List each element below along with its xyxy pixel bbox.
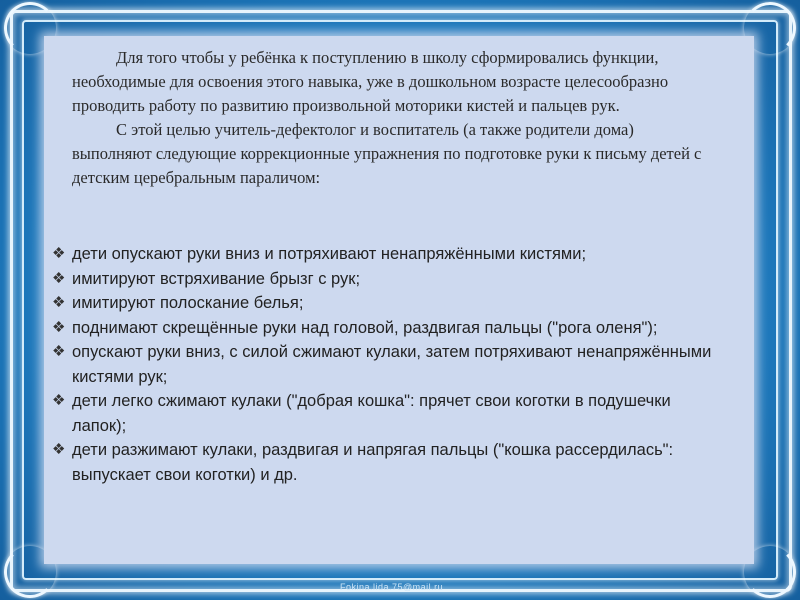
- diamond-bullet-icon: ❖: [52, 294, 66, 311]
- exercise-list: [52, 242, 718, 487]
- diamond-bullet-icon: ❖: [52, 245, 66, 262]
- list-item: [52, 389, 718, 438]
- intro-paragraph-2: С этой целью учитель-дефектолог и воспитатель (а также родители дома) выполняют следующие коррекционные упражнения по подготовке руки к письму детей с детским церебральным параличом:: [72, 120, 702, 187]
- diamond-bullet-icon: ❖: [52, 441, 66, 458]
- list-item-text: имитируют встряхивание брызг с рук;: [72, 269, 361, 288]
- diamond-bullet-icon: ❖: [52, 343, 66, 360]
- list-item-text: поднимают скрещённые руки над головой, раздвигая пальцы ("рога оленя");: [72, 318, 658, 337]
- intro-text: [72, 46, 712, 190]
- list-item-text: опускают руки вниз, с силой сжимают кулаки, затем потряхивают ненапряжёнными кистями рук;: [72, 343, 712, 386]
- list-item: [52, 291, 718, 316]
- list-item: [52, 267, 718, 292]
- list-item-text: дети легко сжимают кулаки ("добрая кошка": прячет свои коготки в подушечки лапок);: [72, 392, 671, 435]
- list-item-text: дети разжимают кулаки, раздвигая и напрягая пальцы ("кошка рассердилась": выпускает свои коготки) и др.: [72, 441, 674, 484]
- diamond-bullet-icon: ❖: [52, 269, 66, 287]
- list-item: [52, 438, 718, 487]
- list-item: [52, 242, 718, 267]
- list-item-text: дети опускают руки вниз и потряхивают ненапряжёнными кистями;: [72, 245, 587, 263]
- footer-email: Fokina.lida.75@mail.ru: [340, 582, 444, 592]
- intro-paragraph-1: Для того чтобы у ребёнка к поступлению в школу сформировались функции, необходимые для освоения этого навыка, уже в дошкольном возрасте целесообразно проводить работу по развитию произвольной моторики кистей и пальцев рук.: [72, 48, 669, 115]
- list-item: [52, 316, 718, 341]
- diamond-bullet-icon: ❖: [52, 318, 66, 336]
- diamond-bullet-icon: ❖: [52, 392, 66, 409]
- list-item: [52, 340, 718, 389]
- list-item-text: имитируют полоскание белья;: [72, 294, 304, 312]
